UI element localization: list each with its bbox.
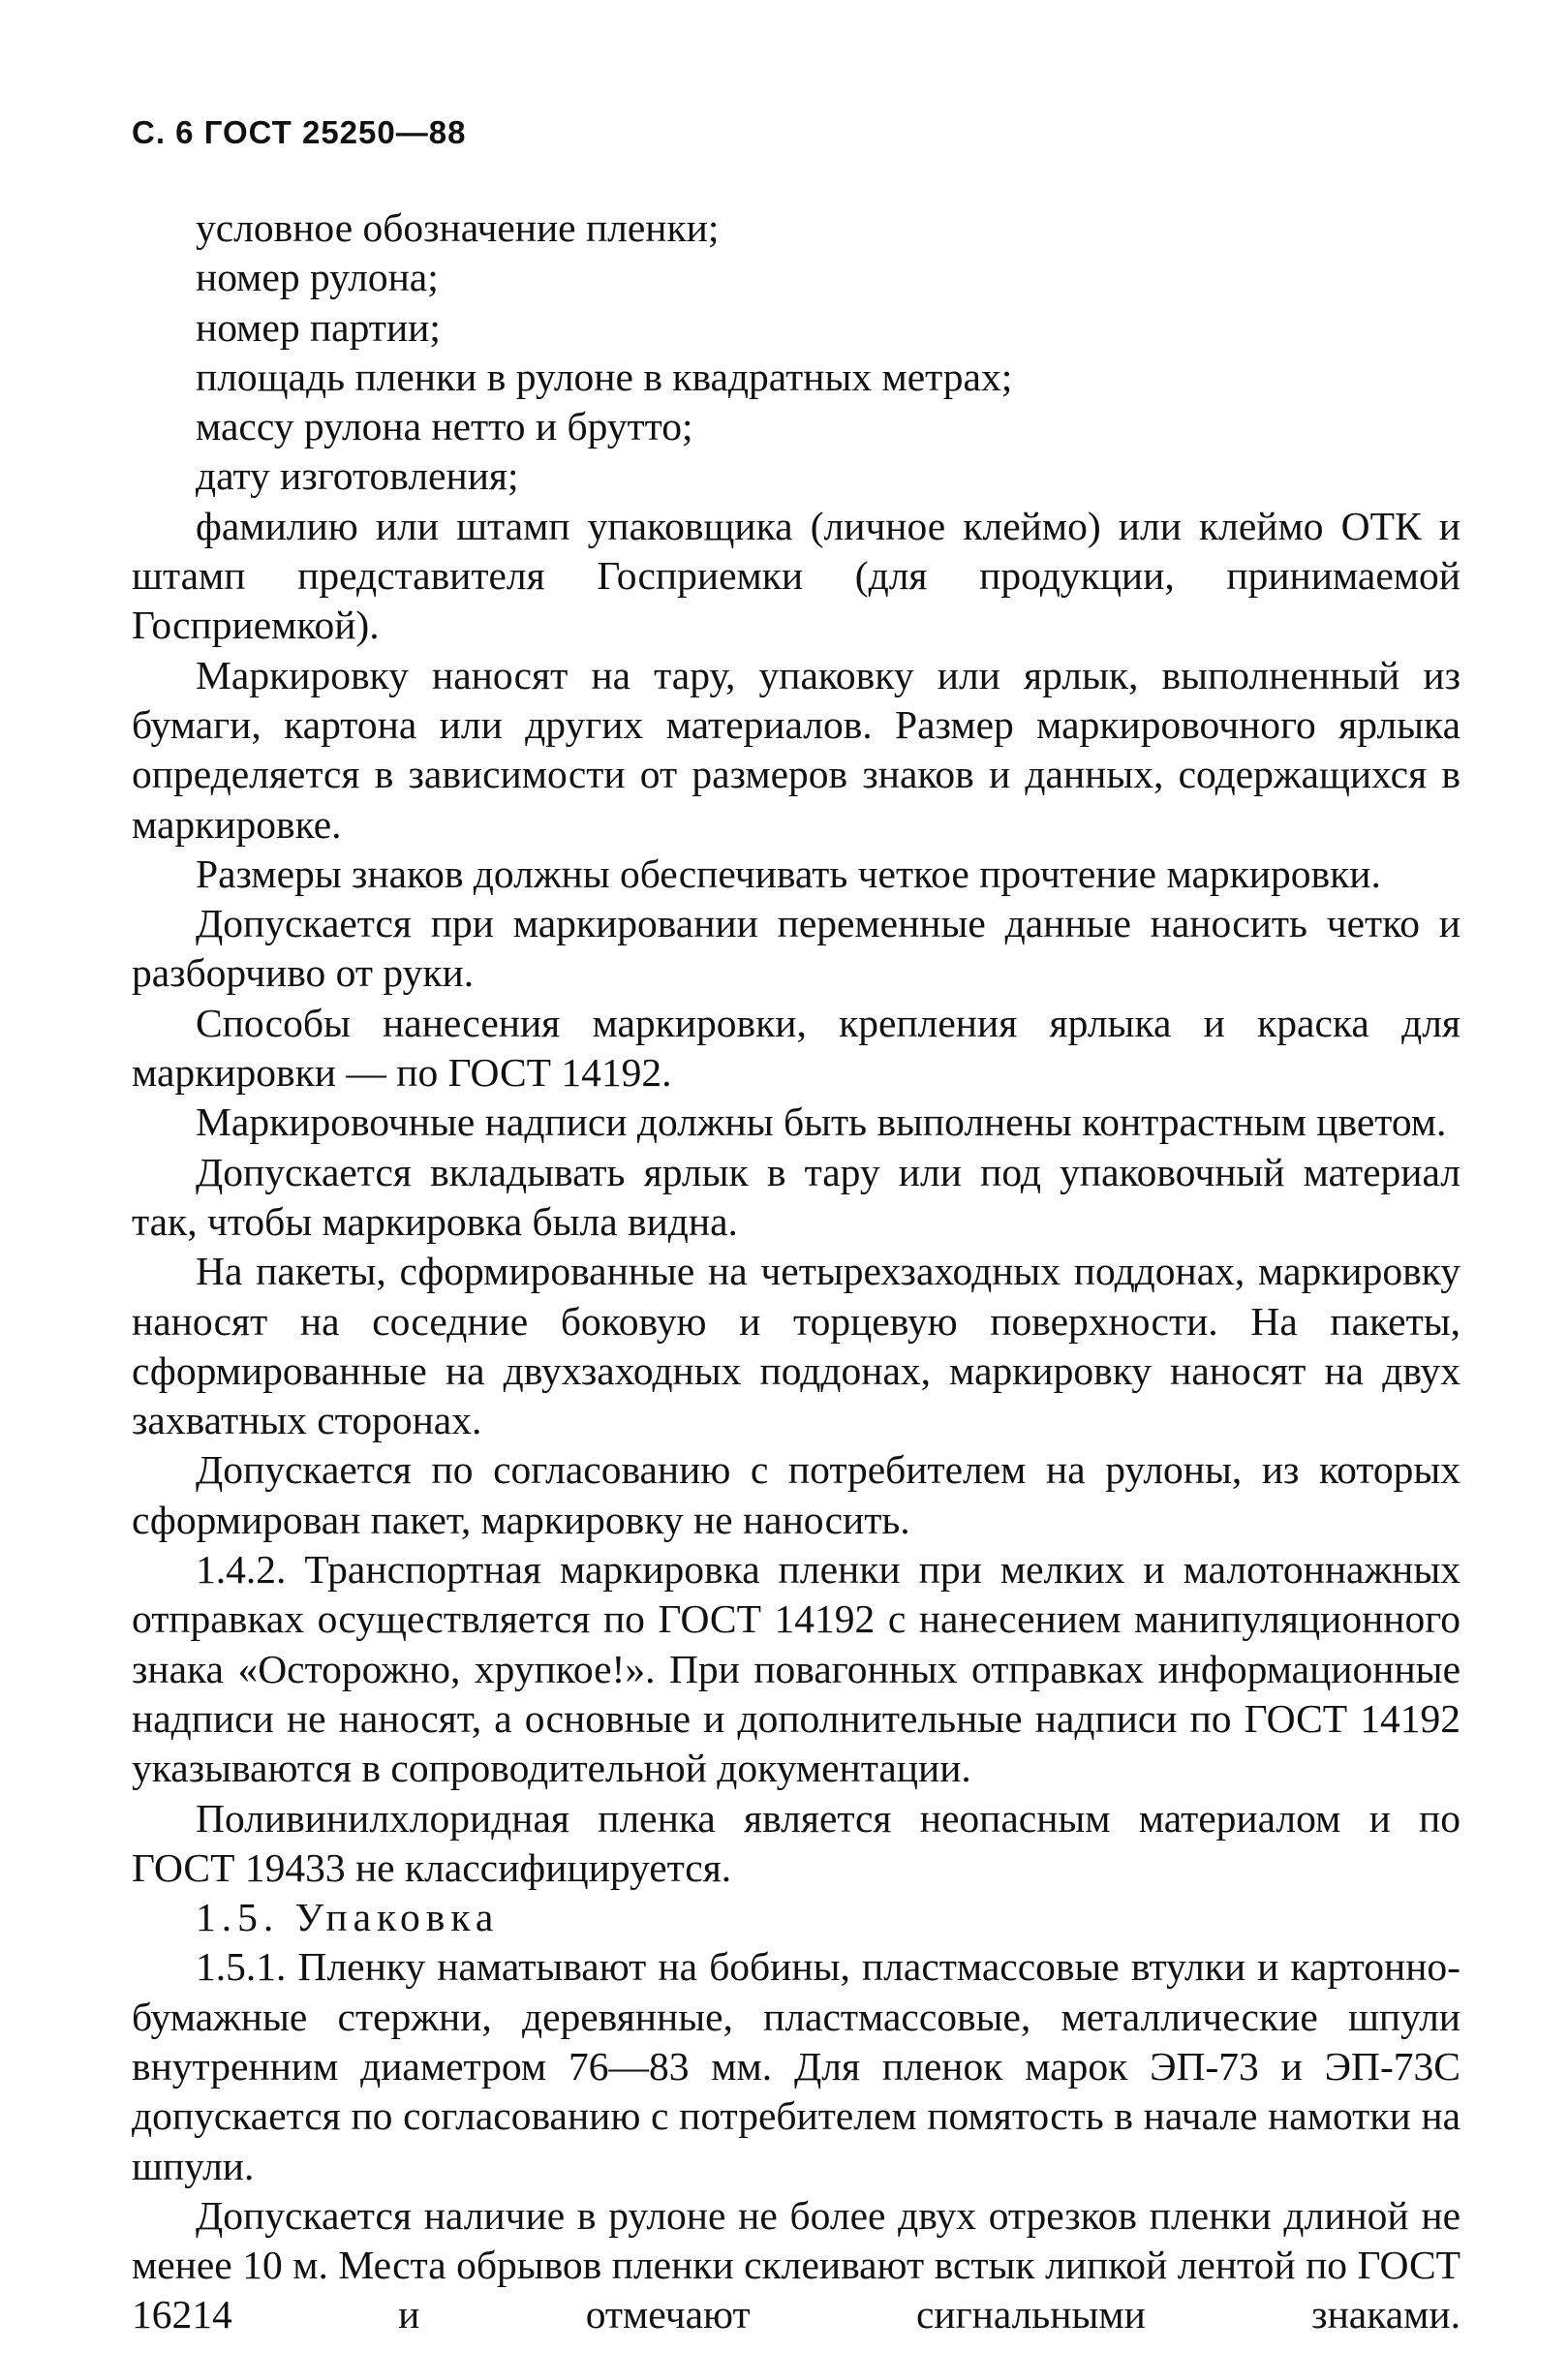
- list-item: массу рулона нетто и брутто;: [196, 404, 693, 449]
- list-item: дату изготовления;: [196, 453, 519, 499]
- list-item: условное обозначение пленки;: [196, 205, 720, 250]
- paragraph: На пакеты, сформированные на четырехзаходных поддонах, маркировку наносят на соседние боковую и торцевую поверхности. На пакеты, сформированные на двухзаходных поддонах, маркировку наносят на двух захватных сторонах.: [132, 1249, 1460, 1443]
- paragraph: Способы нанесения маркировки, крепления ярлыка и краска для маркировки — по ГОСТ 14192.: [132, 1000, 1460, 1096]
- paragraph: 1.5.1. Пленку наматывают на бобины, пластмассовые втулки и картонно-бумажные стержни, деревянные, пластмассовые, металлические шпули внутренним диаметром 76—83 мм. Для пленок марок ЭП-73 и ЭП-73С допускается по согласованию с потребителем помятость в начале намотки на шпули.: [132, 1944, 1460, 2188]
- paragraph: Размеры знаков должны обеспечивать четкое прочтение маркировки.: [196, 851, 1381, 896]
- list-item: площадь пленки в рулоне в квадратных метрах;: [196, 354, 1013, 399]
- page-header: С. 6 ГОСТ 25250—88: [132, 114, 467, 150]
- paragraph: Маркировочные надписи должны быть выполнены контрастным цветом.: [196, 1099, 1447, 1145]
- paragraph: Допускается по согласованию с потребителем на рулоны, из которых сформирован пакет, маркировку не наносить.: [132, 1447, 1460, 1542]
- body-text: [132, 203, 1460, 2340]
- paragraph: Допускается при маркировании переменные данные наносить четко и разборчиво от руки.: [132, 901, 1460, 996]
- list-item: номер партии;: [196, 304, 441, 350]
- list-item: номер рулона;: [196, 255, 439, 300]
- list-item: фамилию или штамп упаковщика (личное клеймо) или клеймо ОТК и штамп представителя Госприемки (для продукции, принимаемой Госприемкой).: [132, 503, 1460, 648]
- paragraph: 1.4.2. Транспортная маркировка пленки при мелких и малотоннажных отправках осуществляется по ГОСТ 14192 с нанесением манипуляционного знака «Осторожно, хрупкое!». При повагонных отправках информационные надписи не наносят, а основные и дополнительные надписи по ГОСТ 14192 указываются в сопроводительной документации.: [132, 1547, 1460, 1791]
- paragraph: Поливинилхлоридная пленка является неопасным материалом и по ГОСТ 19433 не классифицируется.: [132, 1795, 1460, 1890]
- paragraph: Допускается наличие в рулоне не более двух отрезков пленки длиной не менее 10 м. Места обрывов пленки склеивают встык липкой лентой по ГОСТ 16214 и отмечают сигнальными знаками.: [132, 2192, 1460, 2338]
- paragraph: Маркировку наносят на тару, упаковку или ярлык, выполненный из бумаги, картона или других материалов. Размер маркировочного ярлыка определяется в зависимости от размеров знаков и данных, содержащихся в маркировке.: [132, 652, 1460, 847]
- paragraph: Допускается вкладывать ярлык в тару или под упаковочный материал так, чтобы маркировка была видна.: [132, 1149, 1460, 1244]
- section-heading-text: 1.5. Упаковка: [196, 1895, 500, 1940]
- section-heading: [132, 1893, 1460, 1942]
